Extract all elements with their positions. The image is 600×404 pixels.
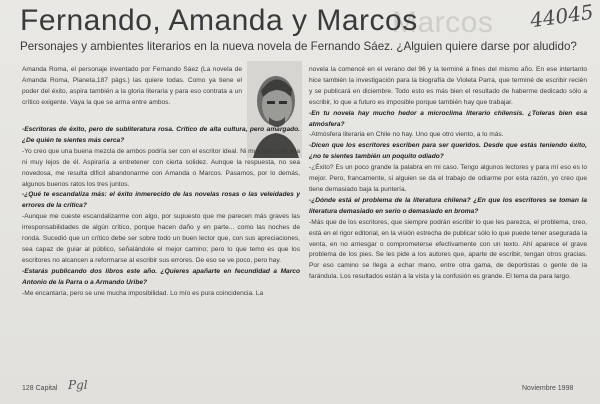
question-4: -En tu novela hay mucho hedor a microclima literario chilensis. ¿Toleras bien esa atmósfera? [309, 109, 587, 128]
left-column [22, 125, 300, 371]
handwritten-initials: Pgl [68, 378, 88, 392]
question-6: -¿Dónde está el problema de la literatura chilena? ¿En que los escritores se toman la literatura demasiado en serio o demasiado en broma? [309, 196, 587, 215]
bleed-through-text: Marcos [392, 6, 494, 39]
intro-paragraph: Amanda Roma, el personaje inventado por Fernando Sáez (La novela de Amanda Roma, Planeta,187 págs.) las quiere todas. Como ya tiene el poder del éxito, aspira también a la gloria literaria y para eso contrata a un crítico exigente. Vaya la que se arma entre ambos. [22, 66, 242, 106]
issue-date: Noviembre 1998 [522, 385, 574, 392]
answer-5: -¿Éxito? Es un poco grande la palabra en mi caso. Tengo algunos lectores y para mí eso es lo mejor. Pero, francamente, si alguien se da el trabajo de odiarme por esta razón, yo creo que tiene demasiado baja la puntería. [309, 164, 587, 193]
right-column [309, 65, 587, 371]
answer-1: -Yo creo que una buena mezcla de ambos podría ser con el escritor ideal. Ni muy cerca de ella ni muy lejos de él. Aspiraría a entretener con cierta solidez. Aunque la respuesta, no sea novedosa, me resulta difícil abandonarme con Amanda o Marcos. Pasamos, por lo demás, algunos buenos ratos los tres juntos. [22, 147, 300, 188]
handwritten-note: 44045 [528, 0, 595, 33]
question-3: -Estarás publicando dos libros este año. ¿Quieres apañarte en fecundidad a Marco Antonio de la Parra o a Armando Uribe? [22, 267, 300, 286]
article-subtitle: Personajes y ambientes literarios en la nueva novela de Fernando Sáez. ¿Alguien quiere darse por aludido? [20, 40, 577, 53]
answer-3: -Me encantaría, pero se une mucha imposibilidad. Lo mío es pura coincidencia. La [22, 289, 264, 297]
right-intro: novela la comencé en el verano del 96 y la terminé a fines del mismo año. En ese intertanto hice también la investigación para la biografía de Violeta Parra, que terminé de escribir recién y se publicará en diciembre. Todo esto es más bien el resultado de haberme dedicado sólo a escribir, lo que a futuro es imposible porque también hay que trabajar. [309, 66, 587, 106]
question-5: -Dicen que los escritores escriben para ser queridos. Desde que estás teniendo éxito, ¿no te sientes también un poquito odiado? [309, 142, 587, 161]
answer-2: -Aunque me cueste escandalizarme con algo, por supuesto que me parecen más graves las irresponsabilidades de algún crítico, porque hacen daño y en parte... como las noches de ronda. Sucedió que un crítico debe ser sobre todo un buen lector que, con sus apreciaciones, sea capaz de guiar al público, señalándole el mejor camino; pero lo que temo es que los escritores no alcancen a reformarse al escribir sus errores. De eso se ve poco, pero hay. [22, 213, 300, 264]
question-2: -¿Qué te escandaliza más: el éxito inmerecido de las novelas rosas o las veleidades y errores de la crítica? [22, 191, 300, 210]
article-title: Fernando, Amanda y Marcos [20, 4, 418, 37]
answer-4: -Atmósfera literaria en Chile no hay. Uno que otro viento, a lo más. [309, 131, 504, 139]
answer-6: -Más que de los escritores, que siempre podrán escribir lo que les parezca, el problema, creo, está en el rigor editorial, en la visión estrecha de publicar sólo lo que puede tener asegurada la venta, en no arriesgar o comprometerse efectivamente con un texto. Ahí aparece el grave problema de los pies. Se les pide a los autores que, aparte de escribir, tengan otros gracias. Por eso camino se llega a echar mano, entre otra gama, de deportistas o gente de la farándula. Los resultados están a la vista y la confusión es grande. El tema da para largo. [309, 218, 587, 281]
page-number: 128 Capital [22, 385, 58, 392]
question-1: -Escritoras de éxito, pero de subliteratura rosa. Crítico de alta cultura, pero amargado. ¿De quién te sientes más cerca? [22, 126, 300, 144]
